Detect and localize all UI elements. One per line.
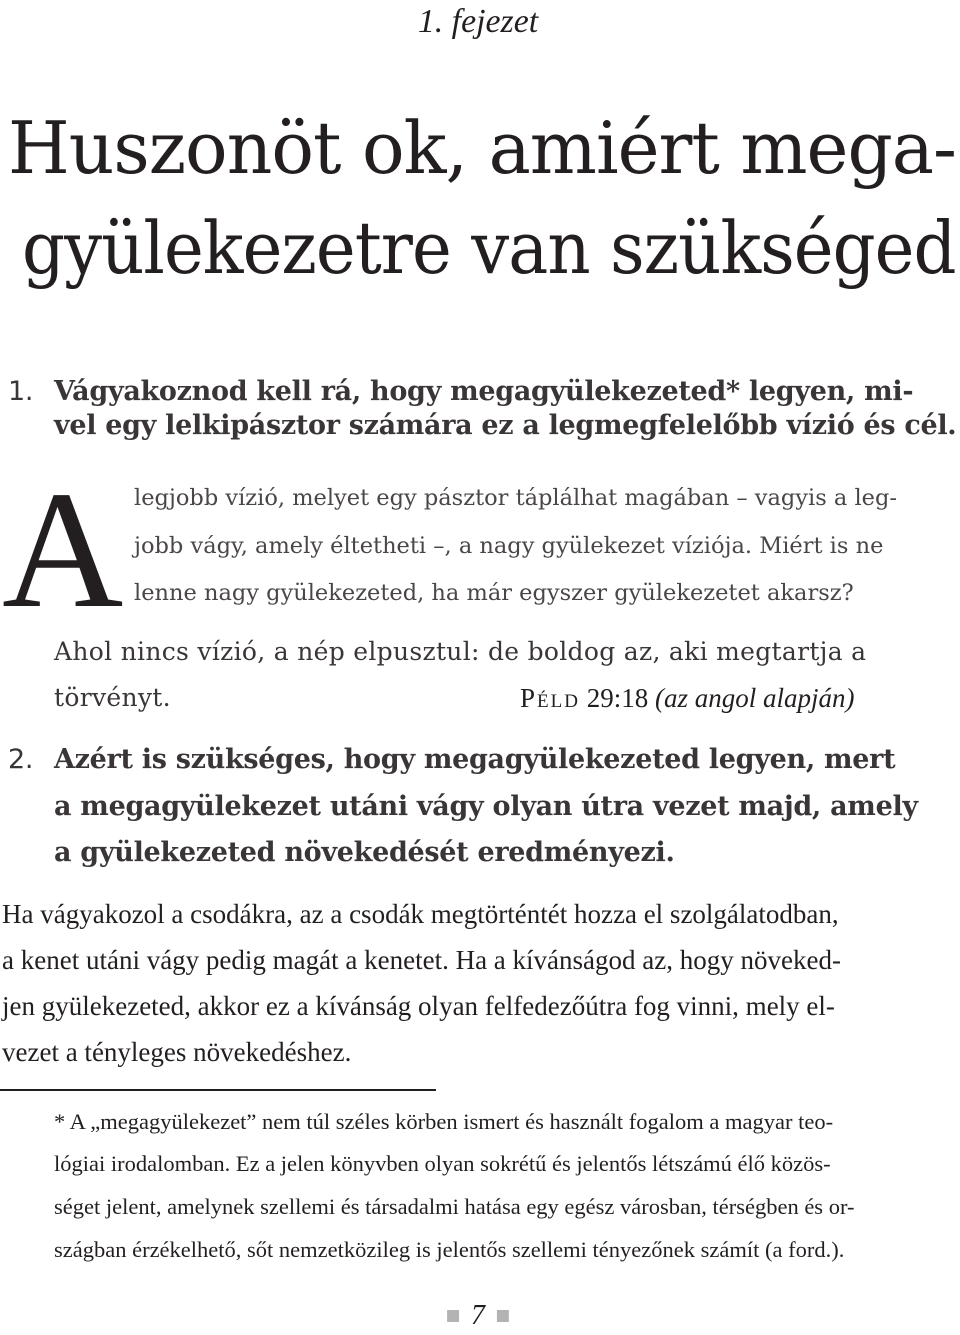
section-1-number [8,375,33,409]
paragraph-2-line-1: Ha vágyakozol a csodákra, az a csodák megtörténtét hozza el szolgálatodban, [2,899,839,929]
footnote-line-2: lógiai irodalomban. Ez a jelen könyvben olyan sokrétű és jelentős létszámú élő közös- [54,1151,831,1176]
chapter-title-line-2: gyülekezetre van szükséged [22,206,956,290]
square-bullet-icon [447,1310,459,1322]
section-2-heading-line-1: Azért is szükséges, hogy megagyülekezeted legyen, mert [54,744,896,775]
square-bullet-icon [497,1310,509,1322]
quote-reference [520,682,854,714]
chapter-label: 1. fejezet [417,3,539,40]
footnote-line-1: * A „megagyülekezet” nem túl széles körben ismert és használt fogalom a magyar teo- [54,1109,834,1134]
section-2-number-text: 2. [8,744,34,775]
paragraph-2-line-2: a kenet utáni vágy pedig magát a kenetet. Ha a kívánságod az, hogy növeked- [2,945,841,975]
page-number: 7 [471,1300,485,1331]
quote-reference-note: (az angol alapján) [654,683,855,713]
chapter-title-line-1: Huszonöt ok, amiért mega- [8,106,956,190]
footnote-line-4: szágban érzékelhető, sőt nemzetközileg is jelentős szellemi tényezőnek számít (a ford.). [54,1237,845,1262]
paragraph-2-line-3: jen gyülekezeted, akkor ez a kívánság olyan felfedezőútra fog vinni, mely el- [2,991,835,1021]
quote-line-2: törvényt. [54,683,171,712]
quote-reference-verse: 29:18 [586,683,649,713]
paragraph-1-line-2: jobb vágy, amely éltetheti –, a nagy gyülekezet víziója. Miért is ne [134,533,884,559]
section-2-heading-line-2: a megagyülekezet utáni vágy olyan útra vezet majd, amely [54,791,918,822]
section-2-number [8,743,33,777]
quote-reference-book: Péld [520,683,580,713]
page-footer [0,1300,956,1332]
section-1-heading-line-1: Vágyakoznod kell rá, hogy megagyülekezeted* legyen, mi- [54,376,914,407]
footnote-separator [0,1089,436,1091]
paragraph-1-line-3: lenne nagy gyülekezeted, ha már egyszer gyülekezetet akarsz? [134,580,854,606]
section-1-number-text: 1. [8,376,34,407]
drop-cap: A [2,457,124,643]
paragraph-1-line-1: legjobb vízió, melyet egy pásztor táplálhat magában – vagyis a leg- [134,485,897,511]
section-1-heading-line-2: vel egy lelkipásztor számára ez a legmegfelelőbb vízió és cél. [54,410,957,441]
quote-line-1: Ahol nincs vízió, a nép elpusztul: de boldog az, aki megtartja a [54,637,867,666]
footnote-line-3: séget jelent, amelynek szellemi és társadalmi hatása egy egész városban, térségben és or- [54,1194,855,1219]
section-2-heading-line-3: a gyülekezeted növekedését eredményezi. [54,837,675,868]
paragraph-2-line-4: vezet a tényleges növekedéshez. [2,1037,352,1067]
